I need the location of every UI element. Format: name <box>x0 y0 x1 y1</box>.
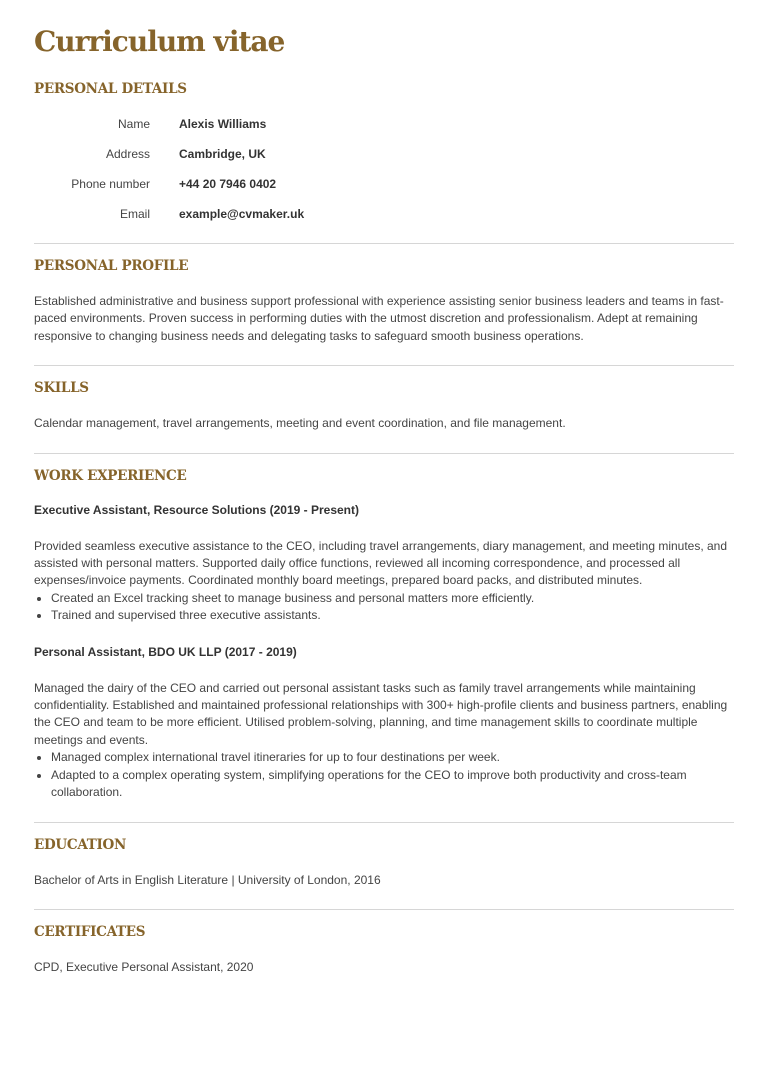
job-achievements <box>34 590 734 625</box>
work-experience-heading: WORK EXPERIENCE <box>34 467 187 484</box>
detail-row-email <box>34 199 734 229</box>
detail-value: Alexis Williams <box>179 117 267 131</box>
skills-heading: SKILLS <box>34 380 89 397</box>
detail-value: Cambridge, UK <box>179 147 266 161</box>
certificates-heading: CERTIFICATES <box>34 923 146 940</box>
detail-label: Name <box>117 117 150 131</box>
cv-page <box>34 0 734 976</box>
list-item: • Created an Excel tracking sheet to manage business and personal matters more efficiently. <box>51 590 734 607</box>
detail-label: Email <box>119 207 150 221</box>
skills-section <box>34 366 734 432</box>
skills-text: Calendar management, travel arrangements, meeting and event coordination, and file management. <box>34 416 566 431</box>
detail-row-name <box>34 109 734 139</box>
detail-row-address <box>34 139 734 169</box>
personal-profile-heading: PERSONAL PROFILE <box>34 258 189 274</box>
work-experience-section <box>34 454 734 802</box>
personal-details-section <box>34 68 734 229</box>
certificates-text: CPD, Executive Personal Assistant, 2020 <box>34 959 254 974</box>
education-text: Bachelor of Arts in English Literature | University of London, 2016 <box>34 872 381 887</box>
job-achievements <box>34 749 734 801</box>
personal-profile-text: Established administrative and business support professional with experience assisting senior business leaders and teams in fast-paced environments. Proven success in performing duties with the utmost discretion and professionalism. Adept at remaining responsive to changing business needs and delegating tasks to safeguard smooth business operations. <box>34 294 724 343</box>
detail-label: Phone number <box>71 177 150 191</box>
list-item: • Managed complex international travel itineraries for up to four destinations per week. <box>51 749 734 766</box>
job-description: Provided seamless executive assistance to the CEO, including travel arrangements, diary management, and meeting minutes, and assisted with personal matters. Supported daily office functions, reviewed all incoming correspondence, and processed all expenses/invoice payments. Coordinated monthly board meetings, prepared board packs, and distributed minutes. <box>34 538 728 588</box>
list-item: • Adapted to a complex operating system, simplifying operations for the CEO to improve both productivity and cross-team collaboration. <box>51 767 734 802</box>
detail-value: example@cvmaker.uk <box>179 207 305 221</box>
personal-details-heading: PERSONAL DETAILS <box>34 81 187 97</box>
job-entry <box>34 502 734 625</box>
detail-label: Address <box>105 147 150 161</box>
education-section <box>34 823 734 889</box>
detail-row-phone <box>34 169 734 199</box>
job-entry <box>34 644 734 802</box>
job-title: Executive Assistant, Resource Solutions (2019 - Present) <box>34 502 360 517</box>
education-heading: EDUCATION <box>34 836 127 853</box>
list-item: • Trained and supervised three executive assistants. <box>51 607 734 624</box>
job-title: Personal Assistant, BDO UK LLP (2017 - 2019) <box>34 644 297 659</box>
certificates-section <box>34 910 734 976</box>
page-title: Curriculum vitae <box>34 25 285 58</box>
personal-profile-section <box>34 244 734 345</box>
detail-value: +44 20 7946 0402 <box>179 177 277 191</box>
personal-details-table <box>34 109 734 229</box>
job-description: Managed the dairy of the CEO and carried out personal assistant tasks such as family travel arrangements while maintaining confidentiality. Established and maintained professional relationships with 300+ high-profile clients and business partners, enabling the CEO and team to be more efficient. Utilised problem-solving, planning, and time management skills to coordinate multiple meetings and events. <box>34 680 728 747</box>
